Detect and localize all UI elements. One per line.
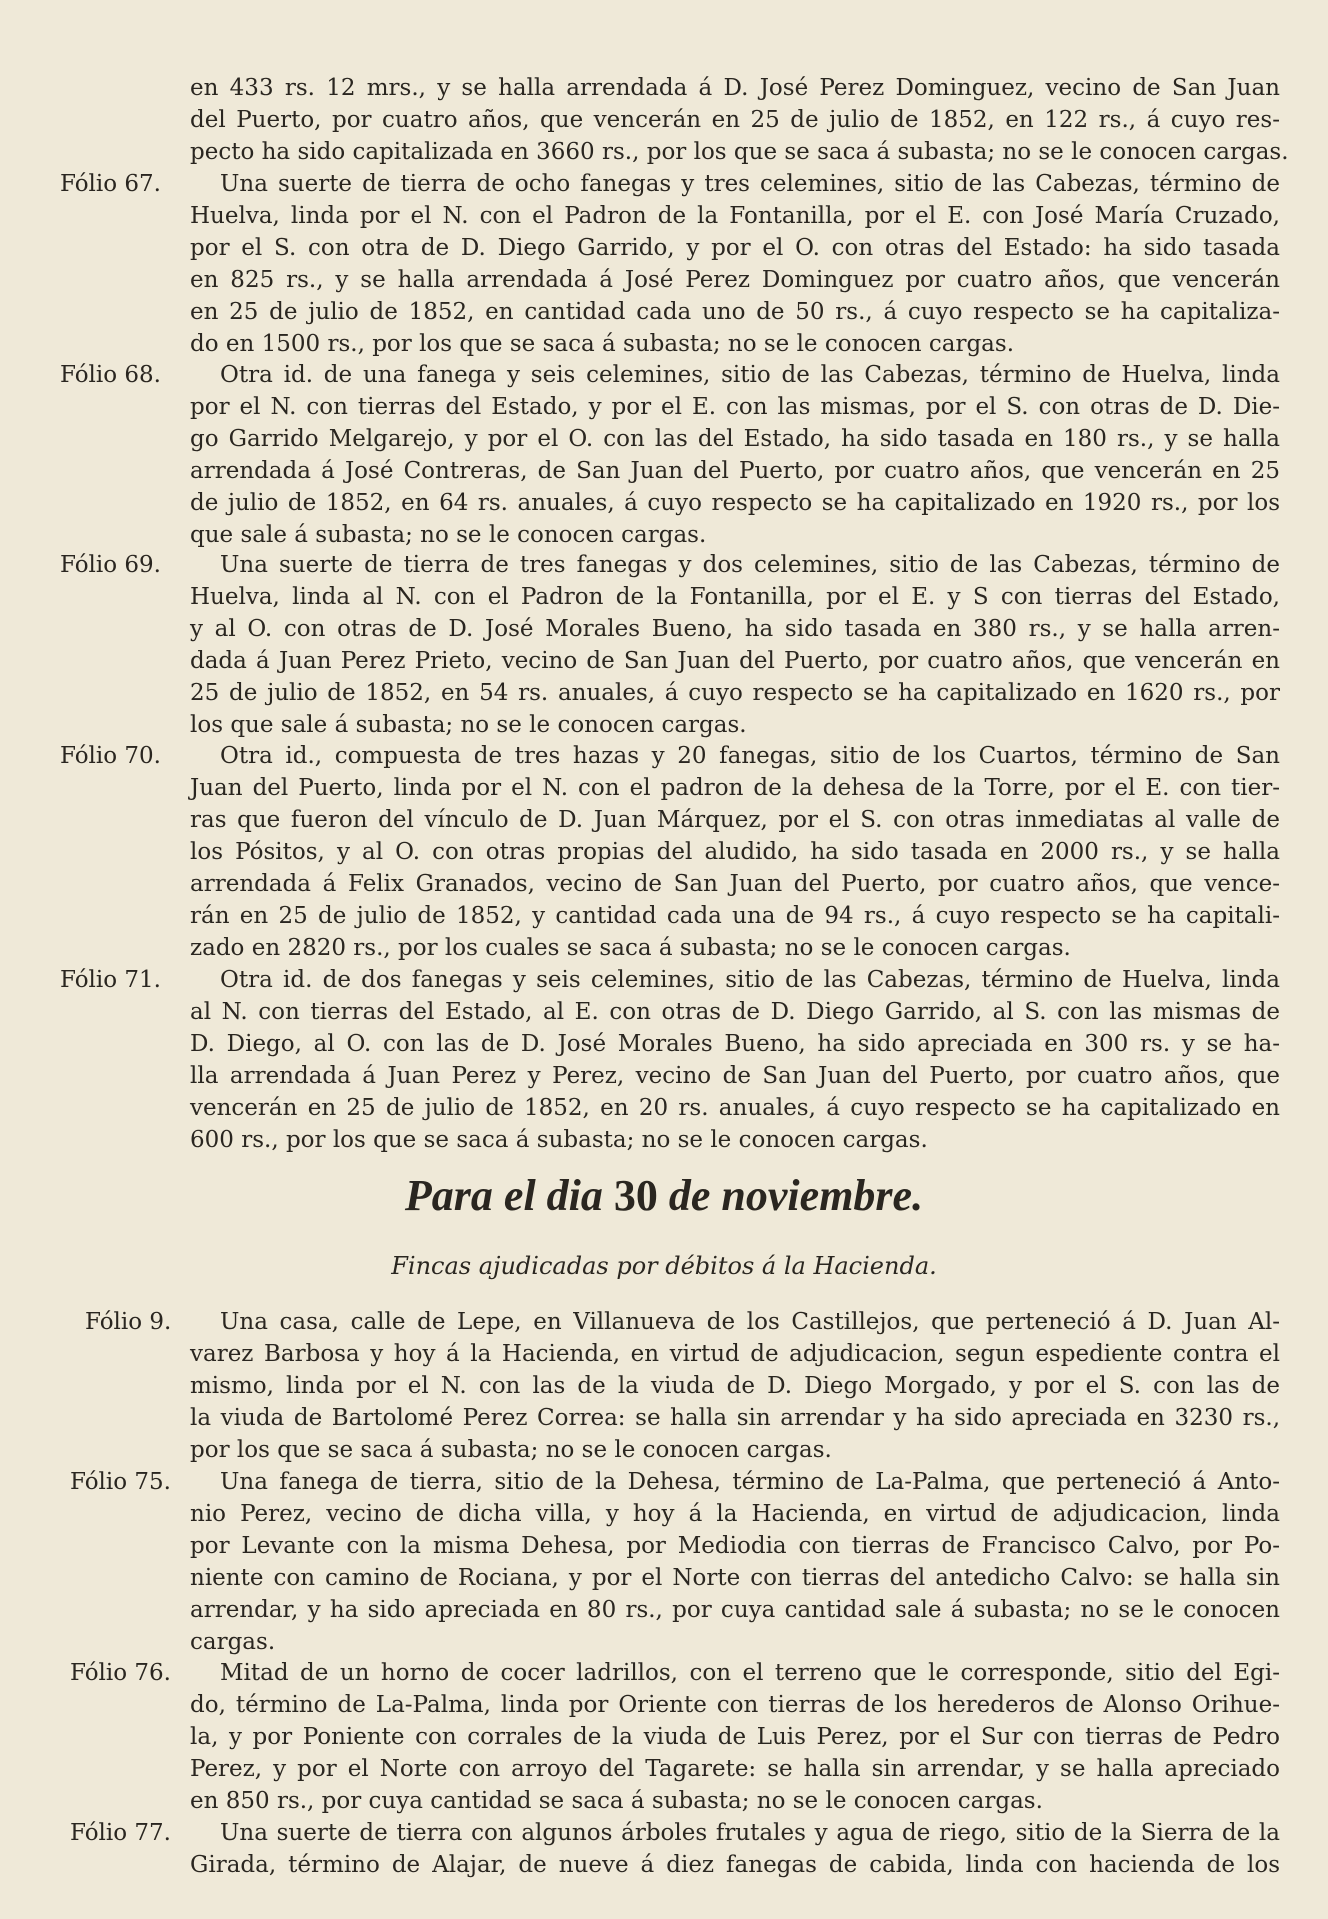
entry-line: de julio de 1852, en 64 rs. anuales, á cuyo respecto se ha capitalizado en 1920 rs., por los bbox=[190, 490, 1280, 516]
folio-label: Fólio 68. bbox=[60, 362, 161, 388]
continuation-line: del Puerto, por cuatro años, que vencerán en 25 de julio de 1852, en 122 rs., á cuyo res- bbox=[190, 107, 1280, 133]
entry-line: la, y por Poniente con corrales de la viuda de Luis Perez, por el Sur con tierras de Pedro bbox=[190, 1724, 1280, 1750]
entry-line: zado en 2820 rs., por los cuales se saca á subasta; no se le conocen cargas. bbox=[190, 935, 1071, 961]
entry-line: cargas. bbox=[190, 1629, 276, 1655]
entry-line: varez Barbosa y hoy á la Hacienda, en virtud de adjudicacion, segun espediente contra el bbox=[190, 1341, 1280, 1367]
entry-line: en 25 de julio de 1852, en cantidad cada uno de 50 rs., á cuyo respecto se ha capitaliza- bbox=[190, 299, 1280, 325]
entry-line: arrendada á José Contreras, de San Juan del Puerto, por cuatro años, que vencerán en 25 bbox=[190, 458, 1280, 484]
entry-line: vencerán en 25 de julio de 1852, en 20 rs. anuales, á cuyo respecto se ha capitalizado en bbox=[190, 1095, 1280, 1121]
entry-line: 25 de julio de 1852, en 54 rs. anuales, á cuyo respecto se ha capitalizado en 1620 rs., por bbox=[190, 680, 1280, 706]
entry-line: Otra id. de dos fanegas y seis celemines, sitio de las Cabezas, término de Huelva, linda bbox=[220, 967, 1280, 993]
entry-line: al N. con tierras del Estado, al E. con otras de D. Diego Garrido, al S. con las mismas de bbox=[190, 999, 1280, 1025]
entry-line: Mitad de un horno de cocer ladrillos, con el terreno que le corresponde, sitio del Egi- bbox=[220, 1660, 1280, 1686]
entry-line: Juan del Puerto, linda por el N. con el padron de la dehesa de la Torre, por el E. con tier- bbox=[190, 775, 1280, 801]
entry-line: niente con camino de Rociana, y por el Norte con tierras del antedicho Calvo: se halla sin bbox=[190, 1565, 1280, 1591]
entry-line: por Levante con la misma Dehesa, por Mediodia con tierras de Francisco Calvo, por Po- bbox=[190, 1533, 1280, 1559]
entry-line: los que sale á subasta; no se le conocen cargas. bbox=[190, 712, 747, 738]
folio-label: Fólio 76. bbox=[70, 1660, 171, 1686]
entry-line: arrendada á Felix Granados, vecino de San Juan del Puerto, por cuatro años, que vence- bbox=[190, 871, 1280, 897]
entry-line: Una suerte de tierra de ocho fanegas y tres celemines, sitio de las Cabezas, término de bbox=[220, 171, 1280, 197]
entry-line: do en 1500 rs., por los que se saca á subasta; no se le conocen cargas. bbox=[190, 331, 1015, 357]
section-heading bbox=[0, 1170, 1328, 1221]
entry-line: ras que fueron del vínculo de D. Juan Márquez, por el S. con otras inmediatas al valle de bbox=[190, 807, 1280, 833]
entry-line: Huelva, linda al N. con el Padron de la Fontanilla, por el E. y S con tierras del Estado, bbox=[190, 584, 1280, 610]
folio-label: Fólio 67. bbox=[60, 171, 161, 197]
entry-line: por el N. con tierras del Estado, y por el E. con las mismas, por el S. con otras de D. Die- bbox=[190, 394, 1280, 420]
entry-line: Una suerte de tierra de tres fanegas y dos celemines, sitio de las Cabezas, término de bbox=[220, 552, 1280, 578]
folio-label: Fólio 71. bbox=[60, 967, 161, 993]
entry-line: do, término de La-Palma, linda por Oriente con tierras de los herederos de Alonso Orihue- bbox=[190, 1692, 1280, 1718]
entry-line: go Garrido Melgarejo, y por el O. con las del Estado, ha sido tasada en 180 rs., y se halla bbox=[190, 426, 1280, 452]
entry-line: Una casa, calle de Lepe, en Villanueva de los Castillejos, que perteneció á D. Juan Al- bbox=[220, 1309, 1280, 1335]
folio-label: Fólio 9. bbox=[85, 1309, 172, 1335]
entry-line: y al O. con otras de D. José Morales Bueno, ha sido tasada en 380 rs., y se halla arren- bbox=[190, 616, 1280, 642]
continuation-line: en 433 rs. 12 mrs., y se halla arrendada á D. José Perez Dominguez, vecino de San Juan bbox=[190, 75, 1280, 101]
entry-line: la viuda de Bartolomé Perez Correa: se halla sin arrendar y ha sido apreciada en 3230 rs., bbox=[190, 1405, 1280, 1431]
entry-line: Otra id., compuesta de tres hazas y 20 fanegas, sitio de los Cuartos, término de San bbox=[220, 743, 1280, 769]
section-subheading: Fincas ajudicadas por débitos á la Hacienda. bbox=[391, 1252, 937, 1280]
entry-line: en 825 rs., y se halla arrendada á José Perez Dominguez por cuatro años, que vencerán bbox=[190, 267, 1280, 293]
entry-line: rán en 25 de julio de 1852, y cantidad cada una de 94 rs., á cuyo respecto se ha capitali- bbox=[190, 903, 1280, 929]
entry-line: dada á Juan Perez Prieto, vecino de San Juan del Puerto, por cuatro años, que vencerán en bbox=[190, 648, 1280, 674]
heading-prefix: Para el dia bbox=[404, 1171, 603, 1220]
entry-line: por los que se saca á subasta; no se le conocen cargas. bbox=[190, 1437, 832, 1463]
folio-label: Fólio 70. bbox=[60, 743, 161, 769]
entry-line: D. Diego, al O. con las de D. José Morales Bueno, ha sido apreciada en 300 rs. y se ha- bbox=[190, 1031, 1280, 1057]
entry-line: los Pósitos, y al O. con otras propias del aludido, ha sido tasada en 2000 rs., y se halla bbox=[190, 839, 1280, 865]
entry-line: Una suerte de tierra con algunos árboles frutales y agua de riego, sitio de la Sierra de la bbox=[220, 1820, 1280, 1846]
folio-label: Fólio 75. bbox=[70, 1469, 171, 1495]
heading-day-number: 30 bbox=[613, 1171, 658, 1220]
continuation-line: pecto ha sido capitalizada en 3660 rs., por los que se saca á subasta; no se le conocen cargas. bbox=[190, 139, 1289, 165]
entry-line: en 850 rs., por cuya cantidad se saca á subasta; no se le conocen cargas. bbox=[190, 1788, 1043, 1814]
entry-line: Girada, término de Alajar, de nueve á diez fanegas de cabida, linda con hacienda de los bbox=[190, 1852, 1280, 1878]
heading-suffix: de noviembre. bbox=[668, 1171, 924, 1220]
entry-line: por el S. con otra de D. Diego Garrido, y por el O. con otras del Estado: ha sido tasada bbox=[190, 235, 1280, 261]
folio-label: Fólio 69. bbox=[60, 552, 161, 578]
entry-line: Una fanega de tierra, sitio de la Dehesa, término de La-Palma, que perteneció á Anto- bbox=[220, 1469, 1280, 1495]
entry-line: lla arrendada á Juan Perez y Perez, vecino de San Juan del Puerto, por cuatro años, que bbox=[190, 1063, 1280, 1089]
entry-line: nio Perez, vecino de dicha villa, y hoy á la Hacienda, en virtud de adjudicacion, linda bbox=[190, 1501, 1280, 1527]
entry-line: Otra id. de una fanega y seis celemines, sitio de las Cabezas, término de Huelva, linda bbox=[220, 362, 1280, 388]
entry-line: Huelva, linda por el N. con el Padron de la Fontanilla, por el E. con José María Cruzado, bbox=[190, 203, 1280, 229]
entry-line: que sale á subasta; no se le conocen cargas. bbox=[190, 522, 707, 548]
entry-line: 600 rs., por los que se saca á subasta; no se le conocen cargas. bbox=[190, 1127, 928, 1153]
entry-line: arrendar, y ha sido apreciada en 80 rs., por cuya cantidad sale á subasta; no se le conocen bbox=[190, 1597, 1280, 1623]
folio-label: Fólio 77. bbox=[70, 1820, 171, 1846]
entry-line: mismo, linda por el N. con las de la viuda de D. Diego Morgado, y por el S. con las de bbox=[190, 1373, 1280, 1399]
entry-line: Perez, y por el Norte con arroyo del Tagarete: se halla sin arrendar, y se halla apreciado bbox=[190, 1756, 1280, 1782]
